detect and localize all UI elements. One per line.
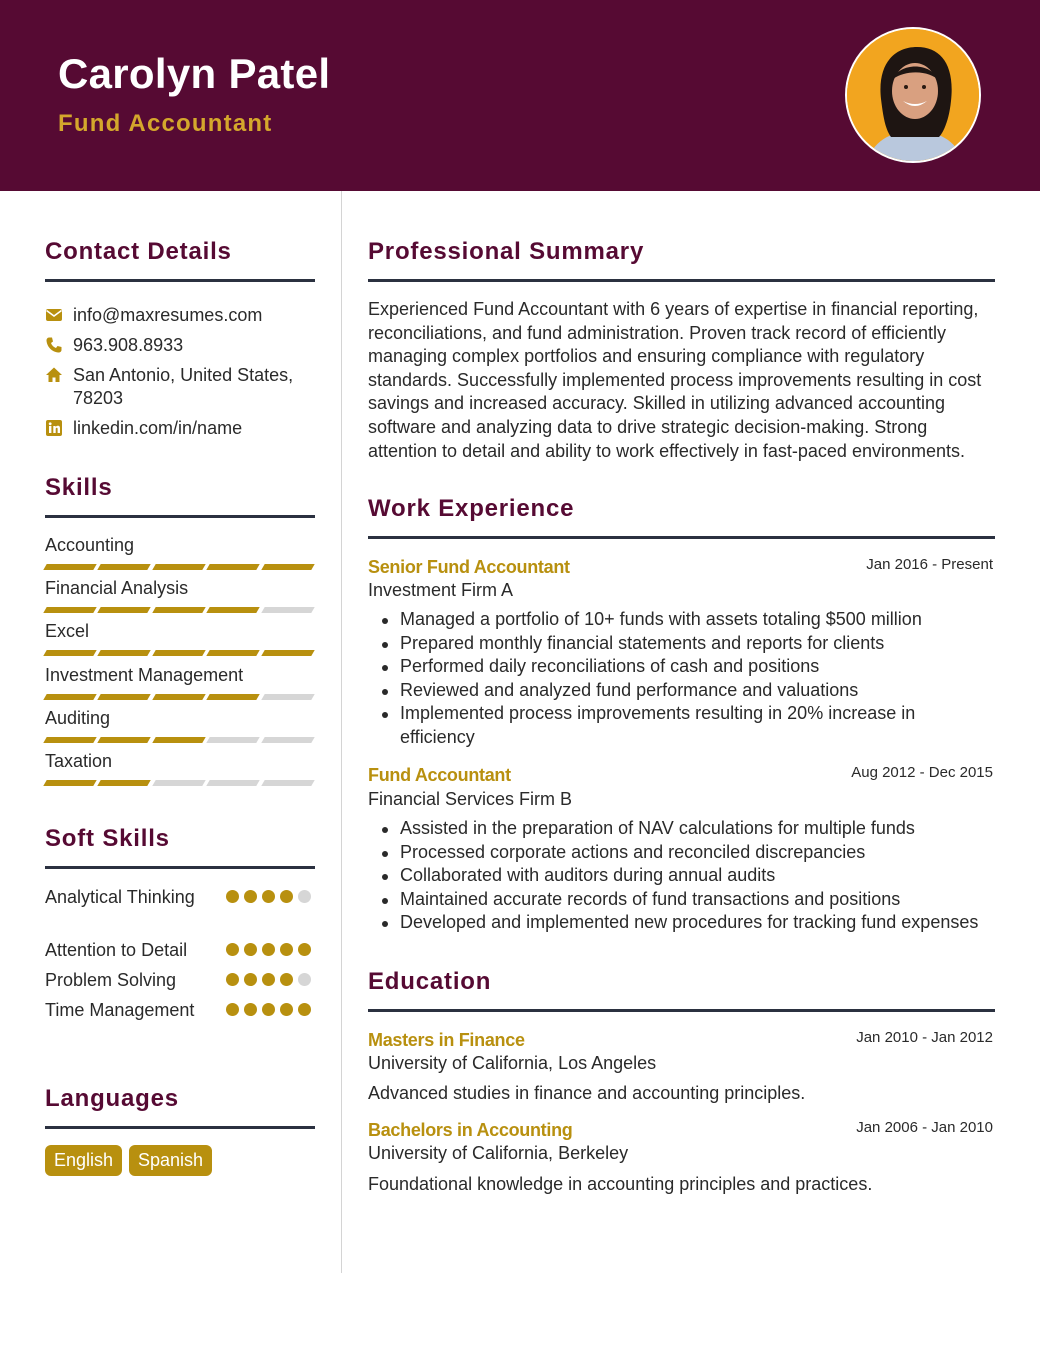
rating-dot: [226, 1003, 239, 1016]
skill-level-segment: [206, 650, 260, 656]
rating-dot: [244, 973, 257, 986]
rating-dot: [298, 890, 311, 903]
skill-label: Excel: [45, 621, 90, 642]
education-section-rule: [368, 1009, 995, 1012]
rating-dot: [226, 973, 239, 986]
skill-level-segment: [98, 607, 152, 613]
education-description: Foundational knowledge in accounting principles and practices.: [368, 1174, 873, 1194]
column-divider: [341, 191, 342, 1273]
profile-photo: [845, 27, 981, 163]
rating-dot: [226, 943, 239, 956]
skill-level-segment: [261, 564, 315, 570]
skill-level-segment: [206, 737, 260, 743]
email-text: info@maxresumes.com: [73, 305, 263, 325]
soft-skills-section-title: Soft Skills: [45, 825, 170, 852]
contact-email[interactable]: [45, 304, 303, 327]
skill-level-segment: [43, 780, 97, 786]
linkedin-icon: [45, 419, 63, 437]
skill-level-segment: [206, 607, 260, 613]
job-bullet: Collaborated with auditors during annual audits: [380, 864, 980, 888]
soft-skill-label: Time Management: [45, 1000, 195, 1020]
skill-level-segment: [98, 564, 152, 570]
phone-text: 963.908.8933: [73, 335, 184, 355]
contact-linkedin[interactable]: [45, 417, 303, 440]
skills-section-title: Skills: [45, 474, 113, 501]
experience-section-rule: [368, 536, 995, 539]
skill-level-segment: [206, 694, 260, 700]
job-bullet: Managed a portfolio of 10+ funds with assets totaling $500 million: [380, 608, 980, 632]
skill-level-segment: [98, 737, 152, 743]
skill-level-segment: [98, 650, 152, 656]
job-bullet: Prepared monthly financial statements and reports for clients: [380, 632, 980, 656]
skill-level-bar: [45, 607, 313, 613]
skill-level-segment: [152, 607, 206, 613]
job-bullet: Reviewed and analyzed fund performance and valuations: [380, 679, 980, 703]
skill-level-segment: [152, 737, 206, 743]
skill-level-bar: [45, 780, 313, 786]
skill-level-segment: [152, 694, 206, 700]
resume-header: [0, 0, 1040, 191]
education-dates: Jan 2006 - Jan 2010: [856, 1119, 993, 1136]
soft-skill-label: Analytical Thinking: [45, 887, 195, 907]
rating-dot: [280, 1003, 293, 1016]
rating-dot: [298, 973, 311, 986]
rating-dot: [244, 943, 257, 956]
education-description: Advanced studies in finance and accounting principles.: [368, 1083, 806, 1103]
skill-level-segment: [152, 780, 206, 786]
rating-dot: [262, 890, 275, 903]
skill-level-bar: [45, 737, 313, 743]
contact-section-rule: [45, 279, 315, 282]
job-bullet: Performed daily reconciliations of cash and positions: [380, 655, 980, 679]
school-name: University of California, Los Angeles: [368, 1053, 657, 1073]
rating-dot: [244, 890, 257, 903]
skill-label: Auditing: [45, 707, 111, 728]
rating-dot: [262, 973, 275, 986]
job-bullets: [380, 608, 980, 750]
skill-level-segment: [43, 694, 97, 700]
skill-label: Investment Management: [45, 664, 244, 685]
skill-level-segment: [152, 564, 206, 570]
skill-level-segment: [261, 650, 315, 656]
contact-section-title: Contact Details: [45, 238, 232, 265]
experience-section-title: Work Experience: [368, 495, 575, 522]
skill-level-segment: [98, 780, 152, 786]
language-pill: English: [45, 1145, 122, 1176]
skill-level-bar: [45, 564, 313, 570]
job-dates: Jan 2016 - Present: [866, 556, 993, 573]
linkedin-text: linkedin.com/in/name: [73, 418, 243, 438]
job-dates: Aug 2012 - Dec 2015: [851, 764, 993, 781]
rating-dot: [226, 890, 239, 903]
rating-dot: [262, 943, 275, 956]
job-bullet: Maintained accurate records of fund transactions and positions: [380, 888, 980, 912]
degree-title: Bachelors in Accounting: [368, 1120, 573, 1140]
summary-section-title: Professional Summary: [368, 238, 645, 265]
job-title: Senior Fund Accountant: [368, 557, 570, 577]
education-dates: Jan 2010 - Jan 2012: [856, 1029, 993, 1046]
job-organization: Financial Services Firm B: [368, 789, 573, 809]
skill-level-segment: [261, 607, 315, 613]
rating-dot: [280, 973, 293, 986]
rating-dot: [280, 890, 293, 903]
rating-dot: [280, 943, 293, 956]
languages-section-rule: [45, 1126, 315, 1129]
skill-level-segment: [98, 694, 152, 700]
job-title: Fund Accountant: [368, 765, 511, 785]
skill-label: Accounting: [45, 535, 135, 555]
soft-skill-rating: [226, 1003, 311, 1016]
skill-label: Taxation: [45, 751, 113, 771]
phone-icon: [45, 336, 63, 354]
skills-section-rule: [45, 515, 315, 518]
skill-level-segment: [43, 650, 97, 656]
skill-level-segment: [206, 564, 260, 570]
skill-level-segment: [261, 694, 315, 700]
job-bullet: Assisted in the preparation of NAV calculations for multiple funds: [380, 817, 980, 841]
soft-skill-label: Attention to Detail: [45, 940, 188, 960]
summary-text: Experienced Fund Accountant with 6 years of expertise in financial reporting, reconciliations, and fund administration. Proven track record of efficiently managing complex portfolios and ensuring compliance with regulatory standards. Successfully implemented process improvements resulting in cost savings and increased accuracy. Skilled in utilizing advanced accounting software and analyzing data to drive strategic decision-making. Strong attention to detail and ability to work effectively in fast-paced environments.: [368, 299, 982, 461]
skill-level-bar: [45, 650, 313, 656]
school-name: University of California, Berkeley: [368, 1143, 629, 1163]
soft-skill-rating: [226, 973, 311, 986]
skill-level-bar: [45, 694, 313, 700]
skill-level-segment: [261, 737, 315, 743]
job-bullet: Processed corporate actions and reconciled discrepancies: [380, 841, 980, 865]
contact-phone[interactable]: [45, 334, 303, 357]
candidate-role: Fund Accountant: [58, 110, 273, 137]
degree-title: Masters in Finance: [368, 1030, 525, 1050]
home-icon: [45, 366, 63, 384]
summary-section-rule: [368, 279, 995, 282]
skill-label: Financial Analysis: [45, 578, 189, 599]
candidate-name: Carolyn Patel: [58, 50, 331, 97]
skill-level-segment: [261, 780, 315, 786]
job-organization: Investment Firm A: [368, 580, 514, 600]
skill-level-segment: [206, 780, 260, 786]
envelope-icon: [45, 306, 63, 324]
languages-section-title: Languages: [45, 1085, 179, 1112]
language-pill: Spanish: [129, 1145, 212, 1176]
soft-skill-rating: [226, 943, 311, 956]
soft-skills-section-rule: [45, 866, 315, 869]
address-text: San Antonio, United States, 78203: [73, 365, 294, 408]
skill-level-segment: [43, 564, 97, 570]
skill-level-segment: [43, 607, 97, 613]
job-bullet: Developed and implemented new procedures for tracking fund expenses: [380, 911, 980, 935]
soft-skill-rating: [226, 890, 311, 903]
skill-level-segment: [43, 737, 97, 743]
soft-skill-label: Problem Solving: [45, 970, 177, 990]
job-bullet: Implemented process improvements resulting in 20% increase in efficiency: [380, 702, 980, 749]
rating-dot: [298, 943, 311, 956]
rating-dot: [298, 1003, 311, 1016]
contact-address: [45, 364, 303, 410]
rating-dot: [262, 1003, 275, 1016]
job-bullets: [380, 817, 980, 935]
education-section-title: Education: [368, 968, 492, 995]
skill-level-segment: [152, 650, 206, 656]
rating-dot: [244, 1003, 257, 1016]
